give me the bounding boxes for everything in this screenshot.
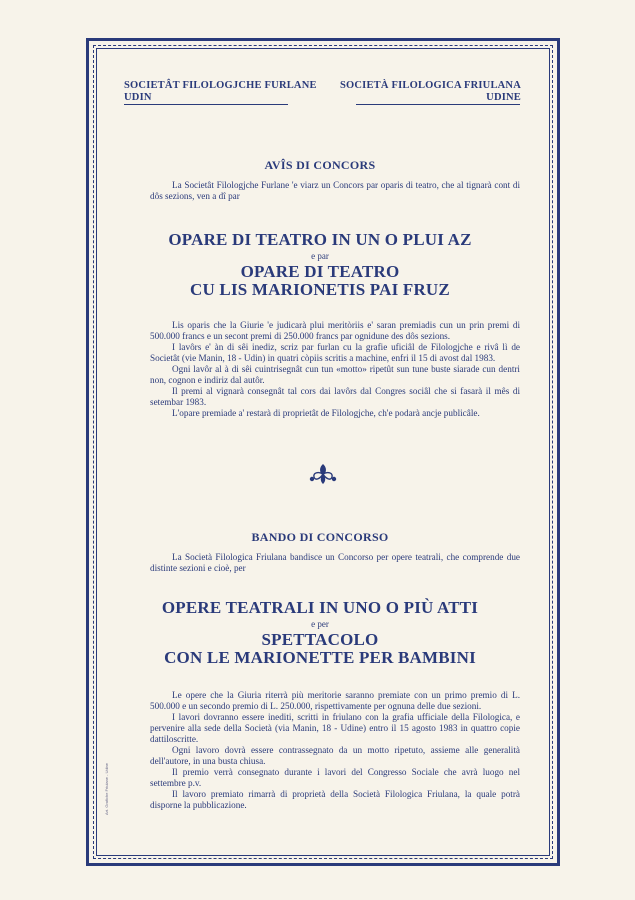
italian-heading-2-line2: CON LE MARIONETTE PER BAMBINI bbox=[164, 648, 476, 667]
italian-body bbox=[150, 690, 520, 811]
friulian-connector: e par bbox=[311, 251, 329, 261]
friulian-intro: La Societât Filologjche Furlane 'e viarz un Concors par oparis di teatro, che al tignarà cont di dôs sezions, ven a dî par bbox=[150, 180, 520, 201]
italian-paragraph: Ogni lavoro dovrà essere contrassegnato da un motto ripetuto, assieme alle generalità dell'autore, in una busta chiusa. bbox=[150, 745, 520, 766]
header-right-rule bbox=[356, 104, 520, 105]
header-right bbox=[340, 80, 521, 104]
header-left-city: UDIN bbox=[124, 92, 152, 103]
header-right-name: SOCIETÀ FILOLOGICA FRIULANA bbox=[339, 80, 521, 91]
italian-intro: La Società Filologica Friulana bandisce un Concorso per opere teatrali, che comprende due distinte sezioni e cioè, per bbox=[150, 552, 520, 573]
friulian-section-title: AVÎS DI CONCORS bbox=[264, 158, 376, 172]
friulian-paragraph: I lavôrs e' àn di sêi inediz, scriz par furlan cu la grafie uficiâl de Filologjche e rivâ lì de Societât (vie Manin, 18 - Udin) in quatri còpiis scritis a machine, enfri il 15 di avost dal 1983. bbox=[150, 342, 520, 363]
friulian-paragraph: Il premi al vignarà consegnât tal cors dai lavôrs dal Congres sociâl che si fasarà il mês di setembar 1983. bbox=[150, 386, 520, 407]
header-left-name: SOCIETÂT FILOLOGJCHE FURLANE bbox=[124, 80, 317, 91]
friulian-heading-1: OPARE DI TEATRO IN UN O PLUI AZ bbox=[168, 230, 472, 249]
italian-paragraph: Il premio verrà consegnato durante i lavori del Congresso Sociale che avrà luogo nel settembre p.v. bbox=[150, 767, 520, 788]
floral-ornament-icon bbox=[308, 462, 338, 486]
printer-credit: Art. Grafiche Friulane - Udine bbox=[104, 762, 109, 815]
italian-paragraph: Il lavoro premiato rimarrà di proprietà della Società Filologica Friulana, la quale potrà disporne la pubblicazione. bbox=[150, 789, 520, 810]
italian-paragraph: I lavori dovranno essere inediti, scritti in friulano con la grafia ufficiale della Filologica, e pervenire alla sede della Società (via Manin, 18 - Udine) entro il 15 agosto 1983 in quattro copie dattiloscritte. bbox=[150, 712, 520, 744]
italian-section-title: BANDO DI CONCORSO bbox=[251, 530, 389, 544]
header-right-city: UDINE bbox=[486, 92, 521, 103]
friulian-paragraph: L'opare premiade a' restarà di proprietât de Filologjche, ch'e podarà ancje publicâle. bbox=[172, 408, 480, 418]
header-left bbox=[124, 80, 317, 104]
italian-paragraph: Le opere che la Giuria riterrà più meritorie saranno premiate con un primo premio di L. 500.000 e un secondo premio di L. 250.000, rispettivamente per ognuna delle due sezioni. bbox=[150, 690, 520, 711]
italian-connector: e per bbox=[311, 619, 329, 629]
italian-heading-1: OPERE TEATRALI IN UNO O PIÙ ATTI bbox=[161, 598, 479, 617]
friulian-heading-2-line1: OPARE DI TEATRO bbox=[240, 262, 400, 281]
friulian-paragraph: Lis oparis che la Giurie 'e judicarà plui meritòriis e' saran premiadis cun un prin premi di 500.000 francs e un secont premi di 250.000 francs par ognidune des dôs sezions. bbox=[150, 320, 520, 341]
italian-heading-2-line1: SPETTACOLO bbox=[261, 630, 379, 649]
friulian-heading-2-line2: CU LIS MARIONETIS PAI FRUZ bbox=[190, 280, 450, 299]
header-left-rule bbox=[124, 104, 288, 105]
friulian-paragraph: Ogni lavôr al à di sêi cuintrisegnât cun tun «motto» ripetût sun tune buste siarade cun dentri non, cognon e indiriz dal autôr. bbox=[150, 364, 520, 385]
friulian-body bbox=[150, 320, 520, 419]
